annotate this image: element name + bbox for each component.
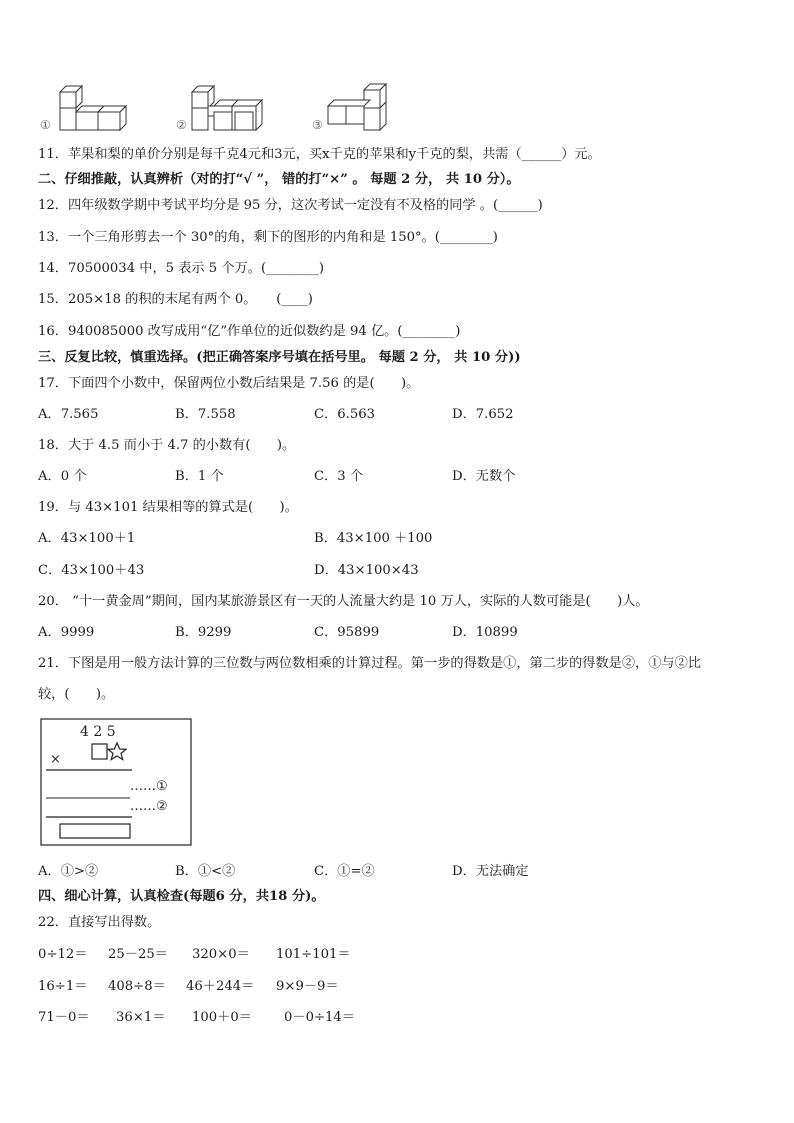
question-13: 13．一个三角形剪去一个 30°的角，剩下的图形的内角和是 150°。(________) bbox=[38, 230, 498, 245]
question-18-options bbox=[38, 468, 738, 486]
option-b: B．1 个 bbox=[175, 469, 224, 484]
section-3-title: 三、反复比较，慎重选择。(把正确答案序号填在括号里。 每题 2 分， 共 10 分)) bbox=[38, 350, 521, 365]
question-22-stem: 22．直接写出得数。 bbox=[38, 915, 161, 930]
question-15: 15．205×18 的积的末尾有两个 0。 (____) bbox=[38, 292, 313, 307]
calc-item: 36×1＝ bbox=[116, 1010, 166, 1025]
square-placeholder bbox=[92, 744, 107, 759]
option-d: D．43×100×43 bbox=[314, 563, 419, 578]
figure-label-1: ① bbox=[40, 118, 51, 132]
option-c: C．95899 bbox=[314, 625, 380, 640]
calc-item: 71－0＝ bbox=[38, 1010, 90, 1025]
option-d: D．7.652 bbox=[452, 407, 514, 422]
option-d: D．无数个 bbox=[452, 469, 516, 484]
calc-item: 320×0＝ bbox=[192, 947, 250, 962]
option-b: B．9299 bbox=[175, 625, 232, 640]
option-c: C．3 个 bbox=[314, 469, 364, 484]
option-b: B．7.558 bbox=[175, 407, 236, 422]
calc-item: 100＋0＝ bbox=[192, 1010, 252, 1025]
calc-row-2 bbox=[38, 978, 438, 996]
question-17-stem: 17．下面四个小数中，保留两位小数后结果是 7.56 的是( )。 bbox=[38, 376, 420, 391]
question-20-stem: 20． “十一黄金周”期间，国内某旅游景区有一天的人流量大约是 10 万人，实际的人数可能是( )人。 bbox=[38, 594, 649, 609]
question-14: 14．70500034 中，5 表示 5 个万。(________) bbox=[38, 261, 324, 276]
calc-item: 25－25＝ bbox=[108, 947, 168, 962]
cube-figure-2 bbox=[192, 86, 262, 130]
option-d: D．10899 bbox=[452, 625, 518, 640]
option-b: B．①<② bbox=[175, 864, 236, 879]
question-19-options-row1 bbox=[38, 530, 738, 548]
option-a: A．7.565 bbox=[38, 407, 99, 422]
result-placeholder bbox=[60, 824, 130, 838]
option-a: A．①>② bbox=[38, 864, 99, 879]
question-20-options bbox=[38, 624, 738, 642]
calc-item: 46＋244＝ bbox=[186, 979, 255, 994]
option-a: A．9999 bbox=[38, 625, 95, 640]
option-c: C．①=② bbox=[314, 864, 375, 879]
question-21-options bbox=[38, 863, 738, 881]
option-a: A．43×100＋1 bbox=[38, 531, 136, 546]
cube-figure-1 bbox=[60, 86, 126, 130]
option-a: A．0 个 bbox=[38, 469, 87, 484]
question-11: 11．苹果和梨的单价分别是每千克4元和3元，买x千克的苹果和y千克的梨，共需（______）元。 bbox=[38, 147, 601, 162]
question-19-options-row2 bbox=[38, 562, 738, 580]
section-4-title: 四、细心计算，认真检查(每题6 分，共18 分)。 bbox=[38, 889, 325, 904]
question-21-stem-line1: 21．下图是用一般方法计算的三位数与两位数相乘的计算过程。第一步的得数是①，第二步的得数是②，①与②比 bbox=[38, 656, 701, 671]
calc-row-1 bbox=[38, 946, 438, 964]
question-19-stem: 19．与 43×101 结果相等的算式是( )。 bbox=[38, 500, 298, 515]
question-16: 16．940085000 改写成用“亿”作单位的近似数约是 94 亿。(________) bbox=[38, 324, 461, 339]
option-b: B．43×100 ＋100 bbox=[314, 531, 433, 546]
dots-label-1: ……① bbox=[130, 779, 168, 794]
option-c: C．43×100＋43 bbox=[38, 563, 145, 578]
question-17-options bbox=[38, 406, 738, 424]
calc-row-3 bbox=[38, 1009, 438, 1027]
calc-item: 9×9－9＝ bbox=[276, 979, 339, 994]
calc-item: 16÷1＝ bbox=[38, 979, 88, 994]
calc-item: 0－0÷14＝ bbox=[284, 1010, 355, 1025]
question-18-stem: 18．大于 4.5 而小于 4.7 的小数有( )。 bbox=[38, 438, 296, 453]
multiplication-figure bbox=[40, 718, 194, 848]
option-c: C．6.563 bbox=[314, 407, 376, 422]
multiplicand: 4 2 5 bbox=[80, 724, 116, 740]
times-sign: × bbox=[50, 752, 61, 767]
cube-figure-3 bbox=[328, 84, 386, 130]
question-12: 12．四年级数学期中考试平均分是 95 分，这次考试一定没有不及格的同学 。(______) bbox=[38, 198, 543, 213]
figure-label-2: ② bbox=[176, 118, 187, 132]
calc-item: 408÷8＝ bbox=[108, 979, 166, 994]
question-21-stem-line2: 较，( )。 bbox=[38, 687, 115, 702]
calc-item: 0÷12＝ bbox=[38, 947, 88, 962]
calc-item: 101÷101＝ bbox=[276, 947, 351, 962]
cube-figures bbox=[30, 80, 410, 136]
option-d: D．无法确定 bbox=[452, 864, 529, 879]
dots-label-2: ……② bbox=[130, 799, 168, 814]
figure-label-3: ③ bbox=[312, 118, 323, 132]
section-2-title: 二、仔细推敲，认真辨析（对的打“√ ”， 错的打“×” 。 每题 2 分， 共 10 分）。 bbox=[38, 172, 520, 187]
